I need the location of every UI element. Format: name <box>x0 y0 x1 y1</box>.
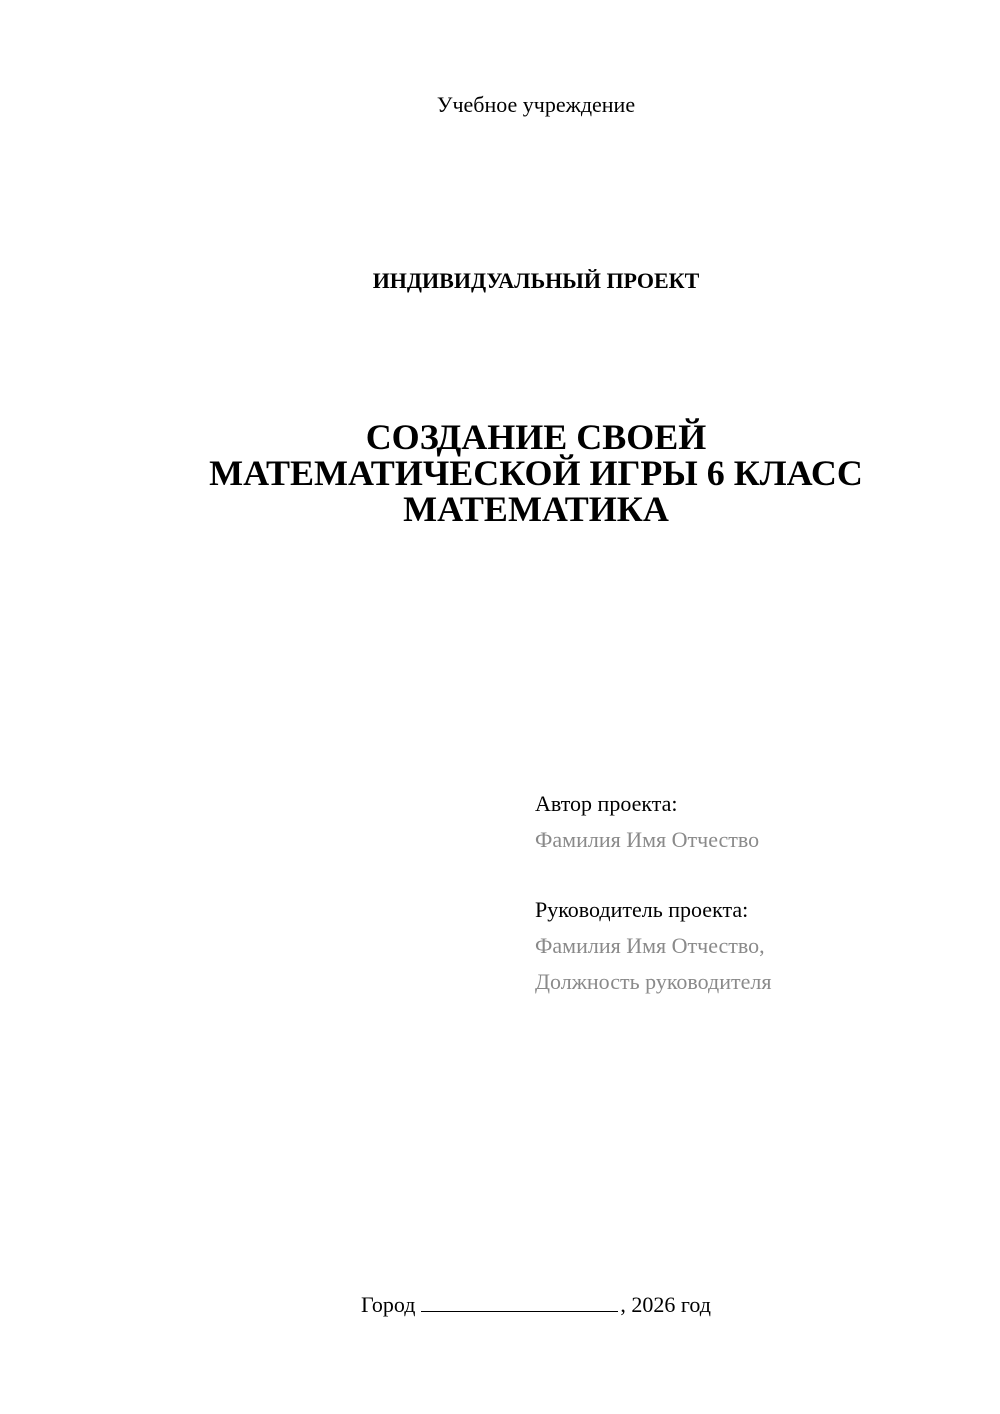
project-title <box>0 419 1000 527</box>
institution-name: Учебное учреждение <box>436 92 636 117</box>
title-line-1: СОЗДАНИЕ СВОЕЙ <box>365 417 707 457</box>
author-label: Автор проекта: <box>535 791 678 816</box>
supervisor-block <box>535 892 771 1000</box>
title-line-3: МАТЕМАТИКА <box>403 489 669 529</box>
city-label: Город <box>361 1292 416 1317</box>
year-text: , 2026 год <box>620 1292 711 1317</box>
author-block <box>535 786 759 858</box>
title-line-2: МАТЕМАТИЧЕСКОЙ ИГРЫ 6 КЛАСС <box>209 453 863 493</box>
supervisor-position: Должность руководителя <box>535 969 772 994</box>
city-year-line <box>0 1290 1000 1320</box>
author-name: Фамилия Имя Отчество <box>535 827 760 852</box>
city-blank-line <box>421 1291 618 1312</box>
supervisor-name: Фамилия Имя Отчество, <box>535 933 765 958</box>
supervisor-label: Руководитель проекта: <box>535 897 749 922</box>
document-type: ИНДИВИДУАЛЬНЫЙ ПРОЕКТ <box>372 268 700 293</box>
